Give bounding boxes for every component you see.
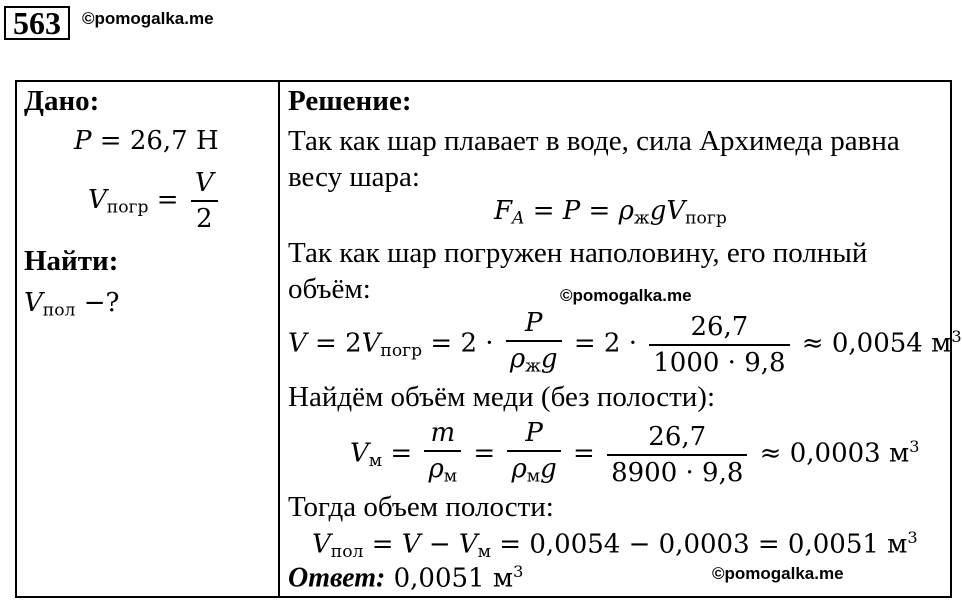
- answer-label: Ответ:: [288, 562, 386, 594]
- solution-text-4: Тогда объем полости:: [288, 491, 554, 523]
- sub-m: м: [477, 541, 492, 562]
- eq: = 2 ·: [422, 328, 502, 359]
- solution-text-2b: объём:: [288, 273, 371, 305]
- var-g: g: [649, 196, 667, 226]
- solution-text-3: Найдём объём меди (без полости):: [288, 381, 715, 413]
- formula-archimedes: [494, 196, 727, 228]
- frac-num: P: [525, 418, 543, 448]
- sub-pogr: погр: [106, 197, 149, 218]
- var-v: V: [666, 196, 686, 226]
- var-g: g: [540, 454, 557, 484]
- column-divider: [278, 80, 280, 598]
- eq: = 2: [306, 328, 362, 359]
- var-v: V: [88, 185, 107, 215]
- solution-text-1b: весу шара:: [288, 161, 420, 193]
- watermark-bottom: ©pomogalka.me: [712, 564, 844, 583]
- given-weight: [74, 126, 219, 156]
- eq: =: [580, 196, 619, 226]
- find-cavity-volume: [24, 288, 119, 320]
- frac-num: m: [430, 418, 456, 448]
- given-title: Дано:: [24, 85, 100, 117]
- sup-3: 3: [513, 562, 524, 581]
- fraction-p-over-rho-g: [507, 416, 560, 493]
- var-rho: ρ: [511, 454, 527, 484]
- var-v: V: [350, 438, 369, 469]
- fraction-numeric: [607, 420, 747, 490]
- var-g: g: [540, 344, 558, 374]
- given-weight-value: = 26,7 Н: [91, 126, 219, 156]
- sub-zh: ж: [633, 208, 650, 229]
- frac-den: [424, 450, 461, 493]
- eq: =: [465, 438, 504, 469]
- formula-copper-volume: [350, 416, 919, 493]
- result: ≈ 0,0054 м: [793, 328, 952, 359]
- var-v: V: [401, 529, 421, 560]
- minus: −: [420, 529, 459, 560]
- result: = 0,0054 − 0,0003 = 0,0051 м: [491, 529, 908, 560]
- eq: =: [564, 438, 604, 469]
- var-rho: ρ: [509, 344, 526, 374]
- sub-m: м: [368, 450, 383, 471]
- find-question: −?: [75, 288, 120, 318]
- sub-a: A: [512, 208, 525, 229]
- eq: = 2 ·: [565, 328, 646, 359]
- answer-value: 0,0051 м: [385, 563, 514, 594]
- frac-den: [506, 340, 562, 383]
- solution-title: Решение:: [288, 85, 412, 117]
- var-f: F: [494, 196, 513, 226]
- sup-3: 3: [909, 436, 920, 456]
- frac-num: V: [194, 168, 214, 198]
- frac-num: 26,7: [648, 421, 707, 452]
- solution-text-2a: Так как шар погружен наполовину, его полный: [288, 237, 868, 269]
- eq: =: [524, 196, 563, 226]
- result: ≈ 0,0003 м: [751, 438, 910, 469]
- fraction-numeric: [649, 310, 789, 380]
- find-title: Найти:: [24, 245, 119, 277]
- var-v: V: [458, 529, 478, 560]
- watermark-middle: ©pomogalka.me: [560, 286, 692, 305]
- fraction-p-over-rho-g: [506, 306, 562, 383]
- sub-zh: ж: [525, 356, 541, 377]
- eq: =: [382, 438, 421, 469]
- formula-cavity-volume: [312, 528, 918, 562]
- var-v: V: [24, 288, 43, 318]
- frac-den: 2: [191, 200, 218, 236]
- answer-line: [288, 562, 523, 595]
- problem-number: 563: [4, 6, 70, 40]
- fraction-m-over-rho: [424, 416, 461, 493]
- watermark-top: ©pomogalka.me: [82, 9, 214, 28]
- formula-full-volume: [288, 306, 962, 383]
- sub-m: м: [526, 466, 541, 487]
- sup-3: 3: [907, 528, 918, 547]
- fraction-v-over-2: [191, 166, 218, 236]
- frac-den: [507, 450, 560, 493]
- sup-3: 3: [951, 326, 962, 346]
- sub-pol: пол: [42, 300, 76, 321]
- sub-pogr: погр: [380, 340, 423, 361]
- solution-text-1a: Так как шар плавает в воде, сила Архимеда равна: [288, 125, 900, 157]
- var-v: V: [361, 328, 381, 359]
- frac-den: 8900 · 9,8: [607, 454, 747, 490]
- frac-num: 26,7: [690, 311, 749, 342]
- given-submerged-volume: [88, 166, 222, 236]
- frac-num: P: [524, 308, 543, 338]
- sub-m: м: [443, 466, 458, 487]
- eq-sign: =: [148, 185, 187, 215]
- var-v: V: [312, 529, 331, 560]
- sub-pogr: погр: [685, 208, 727, 229]
- frac-den: 1000 · 9,8: [649, 344, 789, 380]
- eq: =: [363, 529, 402, 560]
- var-p: P: [74, 126, 92, 156]
- var-rho: ρ: [618, 196, 634, 226]
- var-rho: ρ: [428, 454, 444, 484]
- var-v: V: [288, 328, 307, 359]
- var-p: P: [562, 196, 581, 226]
- sub-pol: пол: [330, 541, 364, 562]
